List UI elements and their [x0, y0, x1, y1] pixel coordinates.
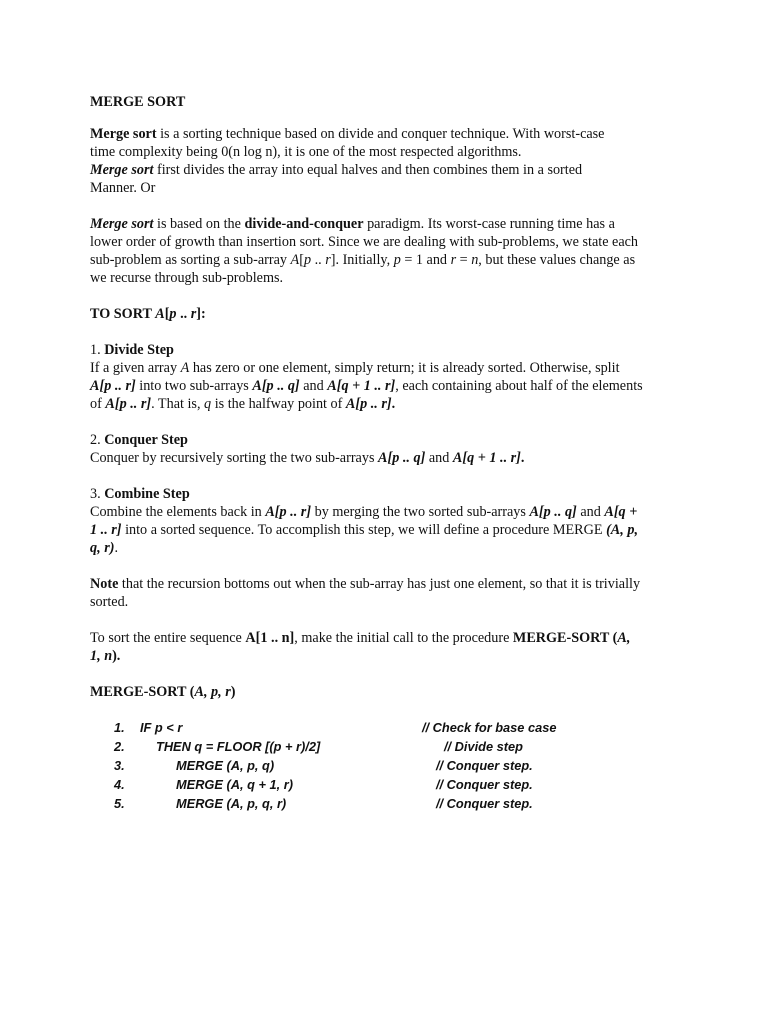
divide-step: 1. Divide Step If a given array A has zero or one element, simply return; it is already sorted. Otherwise, split A[p .. r] into two sub-arrays A[p .. q] and A[q + 1 .. r], each containing about half of the elements of A[p .. r]. That is, q is the halfway point of A[p .. r]. [90, 342, 643, 412]
code-text: MERGE (A, q + 1, r) [176, 777, 293, 792]
code-comment: // Conquer step. [436, 777, 533, 792]
section-heading-to-sort: TO SORT A[p .. r]: [90, 306, 206, 322]
note-label: Note [90, 576, 119, 592]
step-title: Divide Step [104, 342, 174, 358]
intro-paragraph: Merge sort is a sorting technique based on divide and conquer technique. With worst-case time complexity being 0(n log n), it is one of the most respected algorithms. Merge sort first divides the array into equal halves and then combines them in a sorted Manner. Or [90, 126, 605, 196]
paradigm-paragraph: Merge sort is based on the divide-and-conquer paradigm. Its worst-case running time has a lower order of growth than insertion sort. Since we are dealing with sub-problems, we state each sub-problem as sorting a sub-array A[p .. r]. Initially, p = 1 and r = n, but these values change as we recurse through sub-problems. [90, 216, 639, 286]
term-merge-sort-italic: Merge sort [90, 162, 154, 178]
code-comment: // Conquer step. [436, 796, 533, 811]
procedure-heading: MERGE-SORT (A, p, r) [90, 684, 236, 700]
algorithm-line: 5. MERGE (A, p, q, r) // Conquer step. [114, 796, 533, 811]
code-comment: // Conquer step. [436, 758, 533, 773]
document-body [90, 93, 690, 701]
algorithm-line: 2. THEN q = FLOOR [(p + r)/2] // Divide step [114, 739, 523, 754]
algorithm-line: 4. MERGE (A, q + 1, r) // Conquer step. [114, 777, 533, 792]
code-comment: // Divide step [444, 739, 523, 754]
algorithm-line: 1. IF p < r // Check for base case [114, 720, 557, 735]
conquer-step: 2. Conquer Step Conquer by recursively sorting the two sub-arrays A[p .. q] and A[q + 1 .. r]. [90, 432, 525, 466]
algorithm-line: 3. MERGE (A, p, q) // Conquer step. [114, 758, 533, 773]
term-divide-and-conquer: divide-and-conquer [244, 216, 364, 232]
algorithm-listing [90, 718, 610, 813]
code-text: MERGE (A, p, q) [176, 758, 275, 773]
step-title: Combine Step [104, 486, 190, 502]
term-merge-sort: Merge sort [90, 126, 157, 142]
code-text: THEN q = FLOOR [(p + r)/2] [156, 739, 321, 754]
combine-step: 3. Combine Step Combine the elements back in A[p .. r] by merging the two sorted sub-arrays A[p .. q] and A[q + 1 .. r] into a sorted sequence. To accomplish this step, we will define a procedure MERGE (A, p, q, r). [90, 486, 638, 556]
page-title: MERGE SORT [90, 94, 186, 110]
code-comment: // Check for base case [422, 720, 557, 735]
note-paragraph: Note that the recursion bottoms out when the sub-array has just one element, so that it is trivially sorted. [90, 576, 641, 610]
code-text: IF p < r [140, 720, 183, 735]
code-text: MERGE (A, p, q, r) [176, 796, 287, 811]
initial-call-paragraph: To sort the entire sequence A[1 .. n], make the initial call to the procedure MERGE-SORT (A, 1, n). [90, 630, 631, 664]
step-title: Conquer Step [104, 432, 188, 448]
